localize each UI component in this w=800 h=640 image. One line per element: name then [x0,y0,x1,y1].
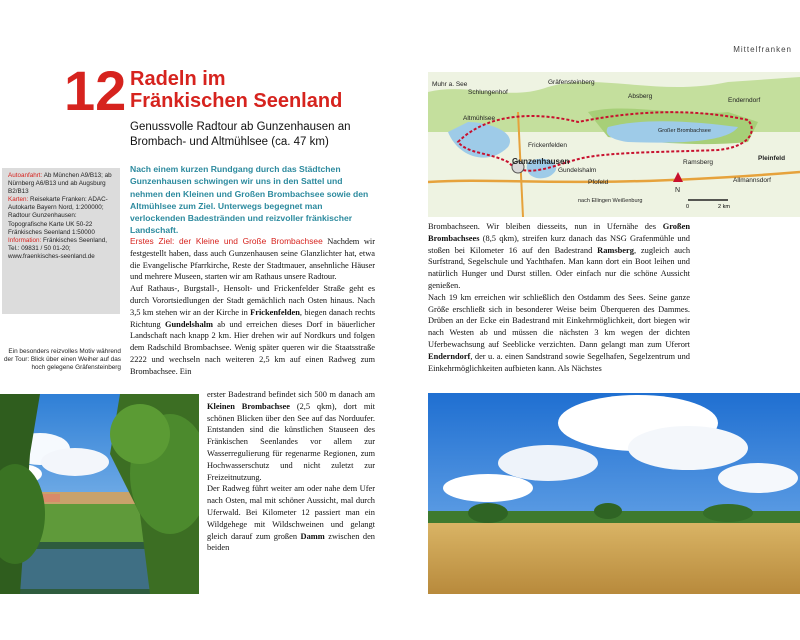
weiher-photo-image [0,394,199,594]
route-map [428,72,800,217]
caption-left: Ein besonders reizvolles Motiv während der Tour: Blick über einen Weiher auf das hoch gelegene Gräfensteinberg [4,348,121,372]
intro-paragraph: Nach einem kurzen Rundgang durch das Städtchen Gunzenhausen schwingen wir uns in den Sattel und nehmen den Kleinen und Großen Brombachsee sowie den Altmühlsee zum Ziel. Unterwegs begegnet man verlockenden Badestränden und reizvoller fränkischer Landschaft. [130,164,369,236]
tour-subtitle: Genussvolle Radtour ab Gunzenhausen an Brombach- und Altmühlsee (ca. 47 km) [130,121,351,148]
map-label: Gunzenhausen [512,157,570,166]
scale-two-km: 2 km [718,204,730,210]
map-label: Pleinfeld [758,155,786,162]
left-paragraph-2c: , biegen danach rechts Richtung [130,307,375,329]
right-paragraph-1c: (8,5 qkm), streifen kurz danach das NSG Grafenmühle und stoßen bei Kilometer 16 auf den Badestrand [428,233,690,255]
tour-title-line1: Radeln im [130,68,226,90]
left2-paragraph-2a: Der Radweg führt weiter am oder nahe dem Ufer nach Osten, mal mit schöner Aussicht, mal durch Uferwald. Bei Kilometer 12 passiert man ein Wildgehege mit Wildschweinen und gelangt gleich darauf zum großen [207,484,375,541]
map-label: Schlungenhof [468,89,508,96]
left-paragraph-2e: ab und erreichen dieses Dorf in bäuerlicher Landschaft nach knapp 2 km. Hier drehen wir auf Nordkurs und folgen dem Radschild Brombachsee. Wenig später queren wir die Staatsstraße 2222 und wechseln nach weiteren 2,5 km auf einen Radweg zum Brombachsee. Ein [130,319,375,376]
right-paragraph-2c: , der u. a. einen Sandstrand sowie Segelhafen, Segelzentrum und Einkehrmöglichkeiten aufbieten kann. Als Nächstes [428,351,690,373]
photo-landscape [428,393,800,594]
map-label: Frickenfelden [528,142,568,149]
info-box [2,168,120,314]
north-label: N [675,187,681,194]
right-paragraph-1a: Brombachseen. Wir bleiben diesseits, nun in Ufernähe des [428,222,663,231]
left-paragraph-1: Nachdem wir festgestellt haben, dass auch Gunzenhausen seine Glanzlichter hat, etwa die Evangelische Pfarrkirche, Reste der Stadtmauer, ansehnliche Häuser und mehrere Museen, starten wir am Rathaus unsere Radtour. [130,237,375,282]
photo-weiher [0,394,199,594]
place-frickenfelden: Frickenfelden [250,307,300,317]
map-label: Enderndorf [728,97,761,104]
tour-title-line2: Fränkischen Seenland [130,90,343,112]
left-paragraph-2a: Auf Rathaus-, Burgstall-, Hensolt- und Frickenfelder Straße geht es durch Vorortsiedlungen der Stadt gemächlich nach Osten hinaus. Nach 3,5 km stehen wir an der Kirche in [130,284,375,317]
map-label: Altmühlsee [463,115,496,122]
place-kleiner-brombachsee: Kleinen Brombachsee [207,401,290,411]
left2-paragraph-1c: (2,5 qkm), dort mit schönen Blicken über den See auf das Norduufer. Entstanden sind die künstlichen Stauseen des Fränkischen Seenlandes vor allem zur Wasserregulierung für regenarme Regionen, zum Hochwasserschutz und nicht zuletzt zur Freizeitnutzung. [207,401,375,482]
place-enderndorf: Enderndorf [428,351,471,361]
landscape-photo-image [428,393,800,594]
left-column-lower [207,389,375,554]
right-paragraph-1e: , zugleich auch Surfstrand, Segelschule und Yachthafen. Man kann dort ein Boot leihen und natürlich Hunger und Durst stillen. Oder einfach nur die schöne Aussicht genießen. [428,245,691,290]
map-label: Ramsberg [683,159,713,166]
section-heading: Erstes Ziel: der Kleine und Große Brombachsee [130,236,323,246]
anfahrt-label: Autoanfahrt: [8,172,43,179]
place-ramsberg: Ramsberg [597,245,634,255]
map-label: Großer Brombachsee [658,128,711,134]
route-map-image [428,72,800,217]
anfahrt-text: Ab München A9/B13; ab Nürnberg A6/B13 und ab Augsburg B2/B13 [8,172,112,196]
information-text: Fränkisches Seenland, Tel.: 09831 / 50 01-20; www.fraenkisches-seenland.de [8,236,108,260]
tour-number: 12 [64,59,127,122]
left2-paragraph-2c: zwischen den beiden [207,531,375,553]
scale-zero: 0 [686,204,690,210]
map-label: Pfofeld [588,179,609,186]
karten-text: Reisekarte Franken: ADAC-Autokarte Bayern Nord, 1:200000; Radtour Gunzenhausen: Topografische Karte UK 50-22 Fränkisches Seenland 1:50000 [8,196,108,236]
information-label: Information: [8,236,42,244]
tour-title [130,68,342,112]
region-label: Mittelfranken [733,45,792,54]
map-label: Absberg [628,93,653,100]
map-label: Muhr a. See [432,81,468,88]
map-label: Gräfensteinberg [548,79,595,86]
right-column [428,221,690,374]
place-gundelshalm: Gundelshalm [165,319,213,329]
map-label: nach Ellingen Weißenburg [578,198,643,204]
karten-label: Karten: [8,196,29,204]
place-damm: Damm [300,531,325,541]
right-paragraph-2a: Nach 19 km erreichen wir schließlich den Ostdamm des Sees. Seine ganze Größe erschließt sich in besonderer Weise beim Überqueren des Dammes. Drüben an der Ecke ein Badestrand mit Einkehrmöglichkeit, dort biegen wir nach Westen ab und müssen die nächsten 3 km wegen der dichten Uferbewachsung auf Seeblicke verzichten. Dann gelangt man zum Uferort [428,292,690,349]
left2-paragraph-1a: erster Badestrand befindet sich 500 m danach am [207,390,375,399]
left-column [130,236,375,378]
map-label: Allmannsdorf [733,177,771,184]
map-label: Gundelshalm [558,167,597,174]
place-grosser-brombachsee: Großen Brombachsees [428,222,690,243]
